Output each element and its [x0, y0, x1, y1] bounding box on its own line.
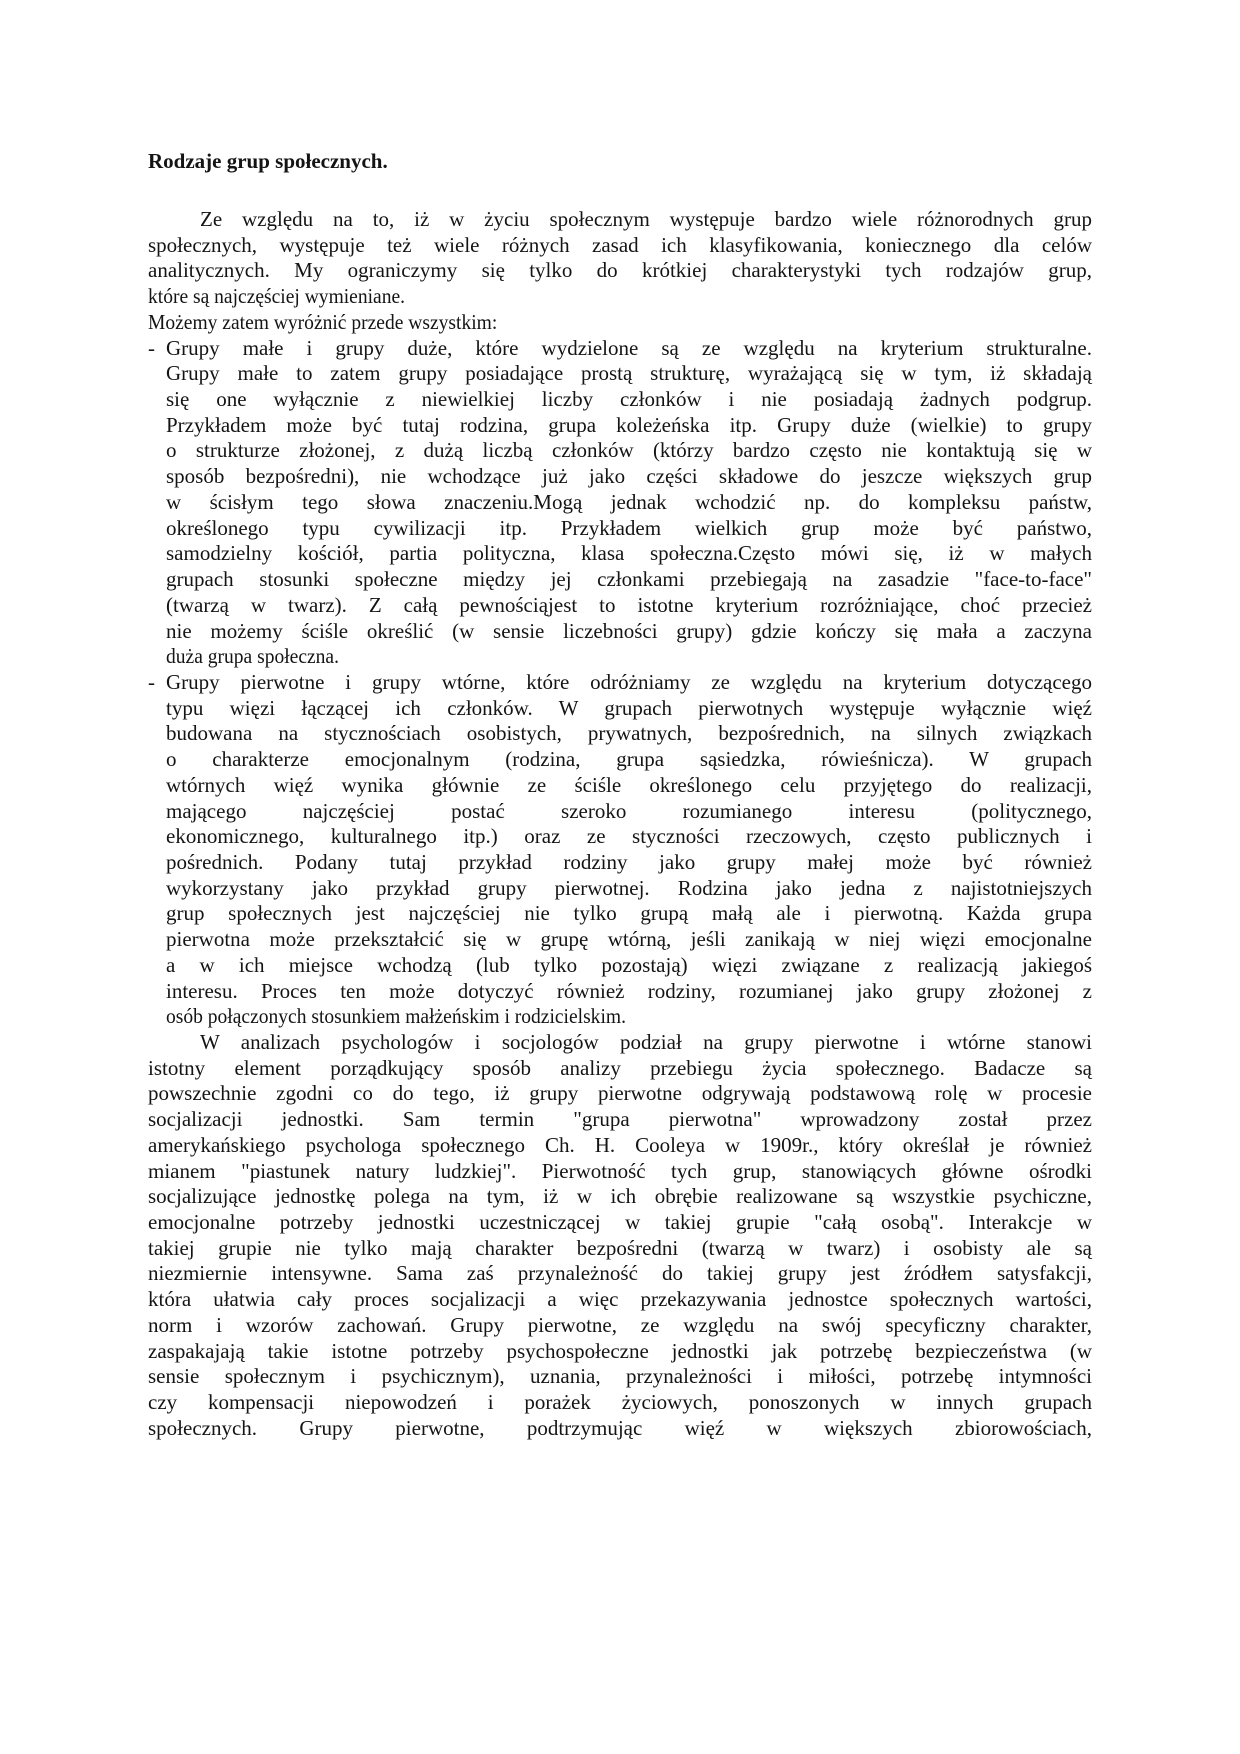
line-text: sposób bezpośredni), nie wchodzące już jako części składowe do jeszcze większych grup: [166, 464, 1092, 489]
paragraph: [148, 207, 1092, 310]
line-text: analitycznych. My ograniczymy się tylko do krótkiej charakterystyki tych rodzajów grup,: [148, 258, 1092, 283]
text-line: [148, 876, 1092, 902]
line-text: zaspakajają takie istotne potrzeby psychospołeczne jednostki jak potrzebę bezpieczeństwa (w: [148, 1338, 1092, 1363]
line-text: grupach stosunki społeczne między jej członkami przebiegają na zasadzie "face-to-face": [166, 567, 1092, 592]
text-line: [148, 310, 1092, 336]
text-line: [148, 927, 1092, 953]
line-text: niezmiernie intensywne. Sama zaś przynależność do takiej grupy jest źródłem satysfakcji,: [148, 1261, 1092, 1286]
line-text: interesu. Proces ten może dotyczyć również rodziny, rozumianej jako grupy złożonej z: [166, 978, 1092, 1003]
text-line: [148, 1056, 1092, 1082]
text-line: [148, 207, 1092, 233]
text-line: [148, 361, 1092, 387]
text-line: [148, 644, 1092, 670]
text-line: [148, 490, 1092, 516]
bullet-marker: -: [148, 335, 155, 360]
text-line: [148, 1184, 1092, 1210]
bullet-marker: -: [148, 669, 155, 694]
line-text: pośrednich. Podany tutaj przykład rodziny jako grupy małej może być również: [166, 849, 1092, 874]
line-text: powszechnie zgodni co do tego, iż grupy pierwotne odgrywają podstawową rolę w procesie: [148, 1081, 1092, 1106]
text-line: [148, 799, 1092, 825]
line-text: socjalizacji jednostki. Sam termin "grupa pierwotna" wprowadzony został przez: [148, 1107, 1092, 1132]
text-line: [148, 541, 1092, 567]
text-line: [148, 464, 1092, 490]
line-text: społecznych, występuje też wiele różnych zasad ich klasyfikowania, koniecznego dla celów: [148, 232, 1092, 257]
line-text: istotny element porządkujący sposób analizy przebiegu życia społecznego. Badacze są: [148, 1055, 1092, 1080]
line-text: pierwotna może przekształcić się w grupę wtórną, jeśli zanikają w niej więzi emocjonalne: [166, 927, 1092, 952]
text-line: [148, 670, 1092, 696]
line-text: nie możemy ściśle określić (w sensie liczebności grupy) gdzie kończy się mała a zaczyna: [166, 618, 1092, 643]
line-text: społecznych. Grupy pierwotne, podtrzymując więź w większych zbiorowościach,: [148, 1415, 1092, 1440]
text-line: [148, 438, 1092, 464]
paragraph: [148, 1030, 1092, 1442]
line-text: mianem "piastunek natury ludzkiej". Pierwotność tych grup, stanowiących główne ośrodki: [148, 1158, 1092, 1183]
text-line: [148, 747, 1092, 773]
line-text: amerykańskiego psychologa społecznego Ch. H. Cooleya w 1909r., który określał je również: [148, 1132, 1092, 1157]
line-text: typu więzi łączącej ich członków. W grupach pierwotnych występuje wyłącznie więź: [166, 695, 1092, 720]
text-line: [148, 1133, 1092, 1159]
line-text: W analizach psychologów i socjologów podział na grupy pierwotne i wtórne stanowi: [200, 1030, 1092, 1054]
text-line: [148, 233, 1092, 259]
line-text: ekonomicznego, kulturalnego itp.) oraz ze styczności rzeczowych, często publicznych i: [166, 824, 1092, 849]
text-line: [148, 516, 1092, 542]
line-text: takiej grupie nie tylko mają charakter bezpośredni (twarzą w twarz) i osobisty ale są: [148, 1235, 1092, 1260]
text-line: [148, 593, 1092, 619]
line-text: się one wyłącznie z niewielkiej liczby członków i nie posiadają żadnych podgrup.: [166, 387, 1092, 412]
text-line: [148, 336, 1092, 362]
text-line: [148, 1159, 1092, 1185]
text-line: [148, 619, 1092, 645]
text-line: [148, 413, 1092, 439]
line-text: w ścisłym tego słowa znaczeniu.Mogą jednak wchodzić np. do kompleksu państw,: [166, 489, 1092, 514]
line-text: wtórnych więź wynika głównie ze ściśle określonego celu przyjętego do realizacji,: [166, 772, 1092, 797]
line-text: grup społecznych jest najczęściej nie tylko grupą małą ale i pierwotną. Każda grupa: [166, 901, 1092, 926]
line-text: emocjonalne potrzeby jednostki uczestniczącej w takiej grupie "całą osobą". Interakcje w: [148, 1210, 1092, 1235]
line-text: mającego najczęściej postać szeroko rozumianego interesu (politycznego,: [166, 798, 1092, 823]
text-line: [148, 1004, 1092, 1030]
text-line: [148, 773, 1092, 799]
line-text: czy kompensacji niepowodzeń i porażek życiowych, ponoszonych w innych grupach: [148, 1390, 1092, 1415]
bullet-item: [148, 336, 1092, 670]
line-text: (twarzą w twarz). Z całą pewnościąjest to istotne kryterium rozróżniające, choć przecież: [166, 592, 1092, 617]
text-line: [148, 1081, 1092, 1107]
text-line: [148, 979, 1092, 1005]
line-text: Ze względu na to, iż w życiu społecznym występuje bardzo wiele różnorodnych grup: [200, 207, 1092, 231]
line-text: o strukturze złożonej, z dużą liczbą członków (którzy bardzo często nie kontaktują się w: [166, 438, 1092, 463]
text-line: [148, 567, 1092, 593]
document-title: Rodzaje grup społecznych.: [148, 149, 388, 173]
line-text: budowana na stycznościach osobistych, prywatnych, bezpośrednich, na silnych związkach: [166, 721, 1092, 746]
line-text: duża grupa społeczna.: [166, 644, 339, 669]
text-line: [148, 696, 1092, 722]
line-text: samodzielny kościół, partia polityczna, klasa społeczna.Często mówi się, iż w małych: [166, 541, 1092, 566]
text-line: [148, 258, 1092, 284]
line-text: Grupy pierwotne i grupy wtórne, które odróżniamy ze względu na kryterium dotyczącego: [166, 669, 1092, 694]
text-line: [148, 1364, 1092, 1390]
bullet-item: [148, 670, 1092, 1030]
line-text: osób połączonych stosunkiem małżeńskim i rodzicielskim.: [166, 1004, 626, 1029]
text-line: [148, 1030, 1092, 1056]
text-line: [148, 1416, 1092, 1442]
line-text: a w ich miejsce wchodzą (lub tylko pozostają) więzi związane z realizacją jakiegoś: [166, 952, 1092, 977]
line-text: Możemy zatem wyróżnić przede wszystkim:: [148, 309, 498, 334]
line-text: określonego typu cywilizacji itp. Przykładem wielkich grup może być państwo,: [166, 515, 1092, 540]
text-line: [148, 721, 1092, 747]
text-line: [148, 901, 1092, 927]
paragraph: [148, 310, 1092, 336]
line-text: socjalizujące jednostkę polega na tym, iż w ich obrębie realizowane są wszystkie psychiczne,: [148, 1184, 1092, 1209]
line-text: norm i wzorów zachowań. Grupy pierwotne, ze względu na swój specyficzny charakter,: [148, 1312, 1092, 1337]
text-line: [148, 1107, 1092, 1133]
line-text: o charakterze emocjonalnym (rodzina, grupa sąsiedzka, rówieśnicza). W grupach: [166, 747, 1092, 772]
text-line: [148, 284, 1092, 310]
text-line: [148, 1339, 1092, 1365]
text-line: [148, 824, 1092, 850]
text-line: [148, 850, 1092, 876]
line-text: sensie społecznym i psychicznym), uznania, przynależności i miłości, potrzebę intymności: [148, 1364, 1092, 1389]
line-text: która ułatwia cały proces socjalizacji a więc przekazywania jednostce społecznych wartości,: [148, 1287, 1092, 1312]
text-line: [148, 1287, 1092, 1313]
text-line: [148, 387, 1092, 413]
line-text: wykorzystany jako przykład grupy pierwotnej. Rodzina jako jedna z najistotniejszych: [166, 875, 1092, 900]
text-line: [148, 953, 1092, 979]
document-body: [148, 207, 1092, 1442]
line-text: które są najczęściej wymieniane.: [148, 284, 406, 309]
text-line: [148, 1261, 1092, 1287]
line-text: Grupy małe i grupy duże, które wydzielone są ze względu na kryterium strukturalne.: [166, 335, 1092, 360]
text-line: [148, 1390, 1092, 1416]
text-line: [148, 1313, 1092, 1339]
text-line: [148, 1236, 1092, 1262]
text-line: [148, 1210, 1092, 1236]
line-text: Przykładem może być tutaj rodzina, grupa koleżeńska itp. Grupy duże (wielkie) to grupy: [166, 412, 1092, 437]
line-text: Grupy małe to zatem grupy posiadające prostą strukturę, wyrażającą się w tym, iż składają: [166, 361, 1092, 386]
